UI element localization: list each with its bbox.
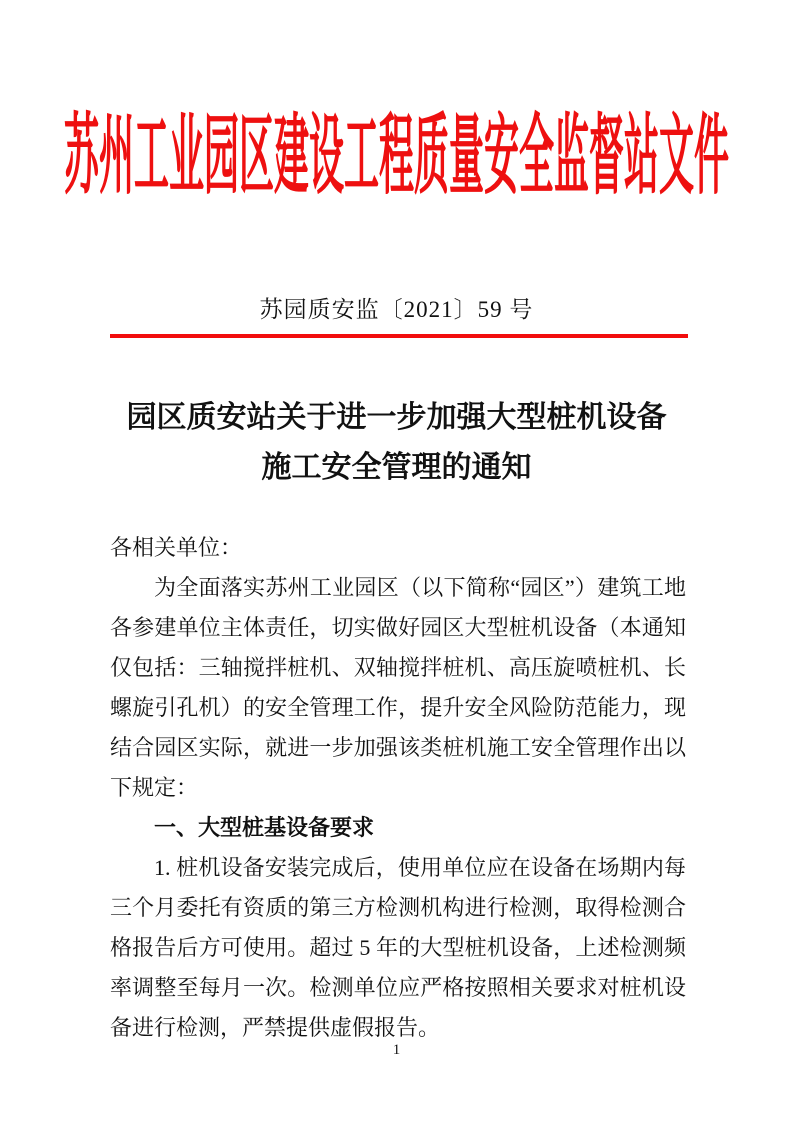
org-title: 苏州工业园区建设工程质量安全监督站文件 (63, 107, 729, 206)
document-header (0, 107, 793, 206)
document-title-line2: 施工安全管理的通知 (261, 451, 532, 484)
document-body (110, 528, 686, 1048)
section-heading: 一、大型桩基设备要求 (154, 815, 375, 840)
doc-number: 苏园质安监〔2021〕59 号 (259, 297, 534, 322)
page-number: 1 (392, 1042, 401, 1058)
body-paragraph-item1: 1. 桩机设备安装完成后，使用单位应在设备在场期内每三个月委托有资质的第三方检测机构进行检测，取得检测合格报告后方可使用。超过 5 年的大型桩机设备，上述检测频率调整至每月一次。检测单位应严格按照相关要求对桩机设备进行检测，严禁提供虚假报告。 (110, 855, 686, 1040)
salutation: 各相关单位： (110, 535, 243, 560)
document-title (0, 393, 793, 493)
document-title-line1: 园区质安站关于进一步加强大型桩机设备 (126, 401, 667, 434)
red-separator-line (110, 334, 688, 338)
body-paragraph-intro: 为全面落实苏州工业园区（以下简称“园区”）建筑工地各参建单位主体责任，切实做好园区大型桩机设备（本通知仅包括：三轴搅拌桩机、双轴搅拌桩机、高压旋喷桩机、长螺旋引孔机）的安全管理工作，提升安全风险防范能力，现结合园区实际，就进一步加强该类桩机施工安全管理作出以下规定： (110, 575, 686, 800)
